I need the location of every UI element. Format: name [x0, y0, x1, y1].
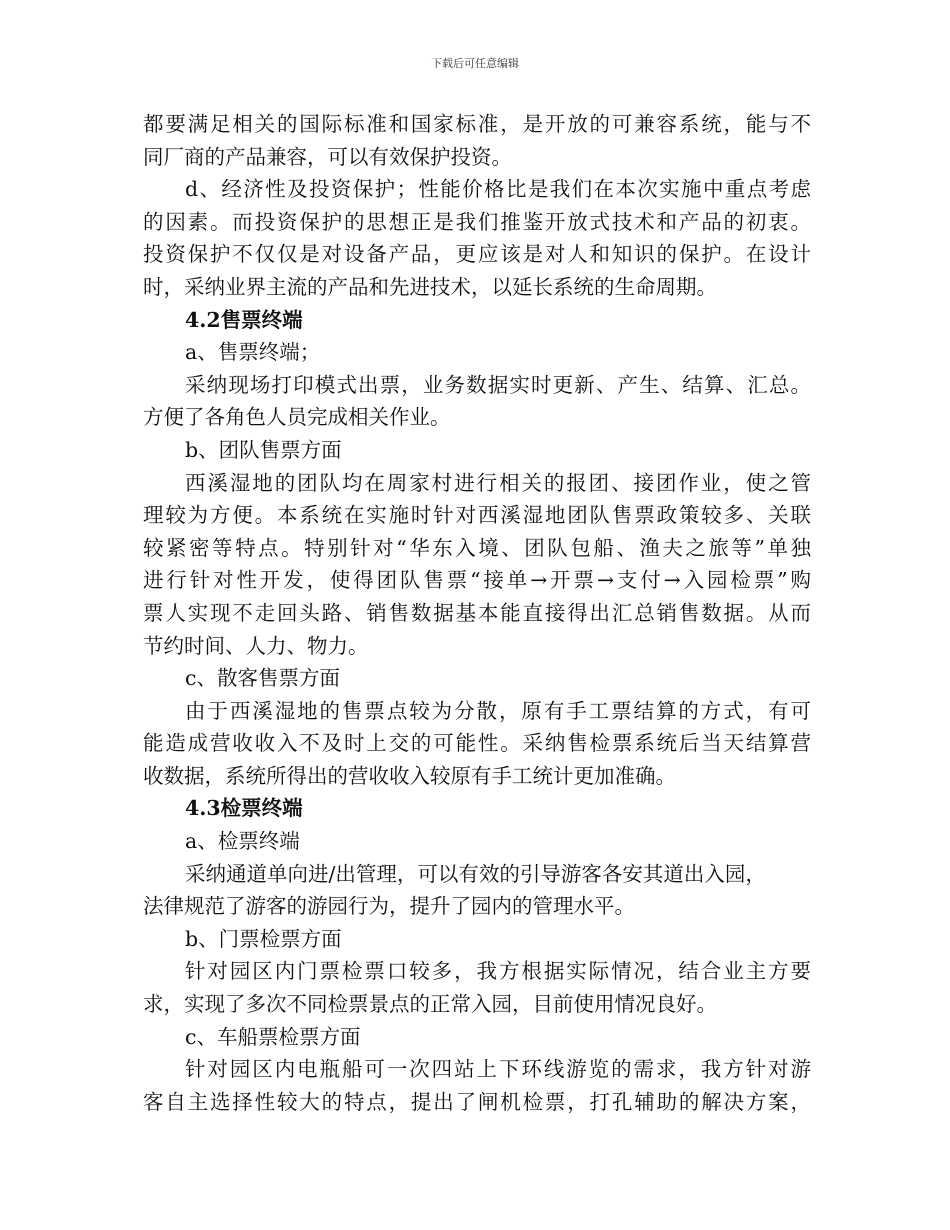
text-line: 理较为方便。本系统在实施时针对西溪湿地团队售票政策较多、关联 [143, 503, 811, 528]
text-line: a、售票终端； [185, 340, 321, 365]
text-line: 都要满足相关的国际标准和国家标准，是开放的可兼容系统，能与不 [143, 112, 811, 136]
text-line: 针对园区内电瓶船可一次四站上下环线游览的需求，我方针对游 [185, 1057, 811, 1082]
text-line: 西溪湿地的团队均在周家村进行相关的报团、接团作业，使之管 [185, 470, 811, 495]
text-line: 较紧密等特点。特别针对“华东入境、团队包船、渔夫之旅等”单独 [143, 535, 811, 560]
text-line: 法律规范了游客的游园行为，提升了园内的管理水平。 [143, 894, 635, 919]
text-line: 同厂商的产品兼容，可以有效保护投资。 [143, 144, 512, 169]
text-line: 求，实现了多次不同检票景点的正常入园，目前使用情况良好。 [143, 992, 717, 1017]
text-line: 客自主选择性较大的特点，提出了闸机检票，打孔辅助的解决方案， [143, 1089, 811, 1114]
page-header: 下载后可任意编辑 [431, 57, 519, 70]
text-line: 投资保护不仅仅是对设备产品，更应该是对人和知识的保护。在设计 [143, 242, 811, 267]
text-line: 由于西溪湿地的售票点较为分散，原有手工票结算的方式，有可 [185, 698, 811, 723]
text-line: 针对园区内门票检票口较多，我方根据实际情况，结合业主方要 [185, 959, 811, 984]
text-line: 采纳通道单向进/出管理，可以有效的引导游客各安其道出入园， [185, 861, 766, 886]
document-body [143, 108, 811, 1118]
text-line: a、检票终端 [185, 829, 300, 854]
section-heading: 4.2售票终端 [185, 307, 303, 332]
text-line: b、门票检票方面 [185, 926, 342, 951]
text-line: 采纳现场打印模式出票，业务数据实时更新、产生、结算、汇总。 [185, 372, 811, 397]
text-line: 能造成营收收入不及时上交的可能性。采纳售检票系统后当天结算营 [143, 731, 811, 756]
text-line: 进行针对性开发，使得团队售票“接单→开票→支付→入园检票”购 [143, 568, 811, 593]
text-line: d、经济性及投资保护；性能价格比是我们在本次实施中重点考虑 [185, 177, 811, 202]
text-line: 的因素。而投资保护的思想正是我们推鉴开放式技术和产品的初衷。 [143, 209, 811, 234]
text-line: 方便了各角色人员完成相关作业。 [143, 405, 451, 430]
text-line: b、团队售票方面 [185, 437, 342, 462]
text-line: 节约时间、人力、物力。 [143, 633, 369, 658]
text-line: c、车船票检票方面 [185, 1024, 361, 1049]
text-line: 时，采纳业界主流的产品和先进技术，以延长系统的生命周期。 [143, 274, 717, 299]
text-line: 票人实现不走回头路、销售数据基本能直接得出汇总销售数据。从而 [143, 600, 811, 625]
text-line: 收数据，系统所得出的营收收入较原有手工统计更加准确。 [143, 763, 676, 788]
section-heading: 4.3检票终端 [185, 796, 303, 821]
text-line: c、散客售票方面 [185, 666, 340, 691]
